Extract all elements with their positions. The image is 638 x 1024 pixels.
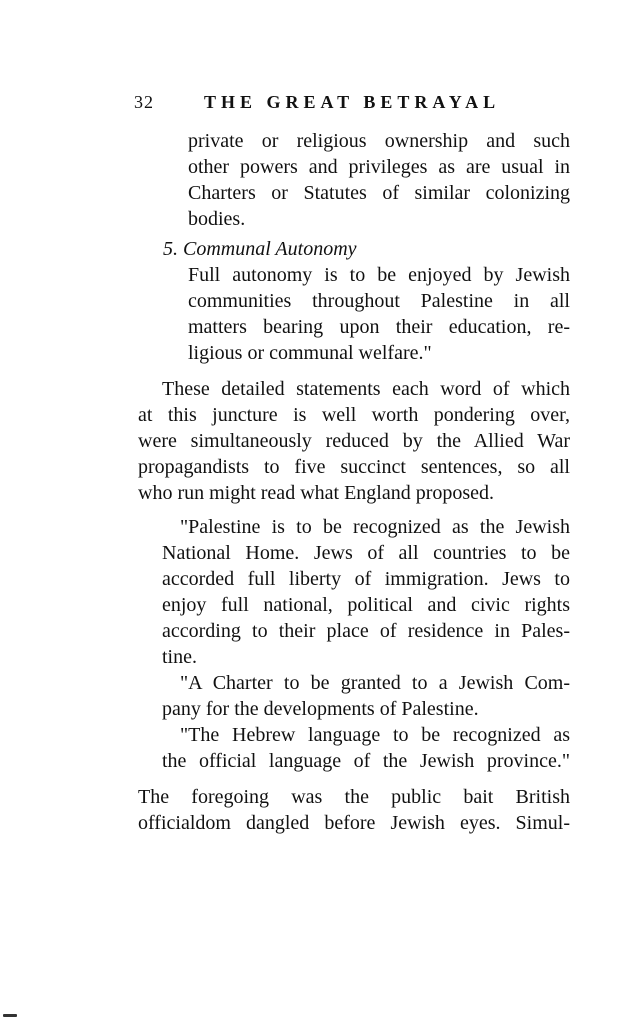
paragraph-line: were simultaneously reduced by the Allied War bbox=[138, 430, 570, 452]
block-line: bodies. bbox=[188, 208, 246, 230]
paragraph-line: These detailed statements each word of which bbox=[162, 378, 570, 400]
block-line: Charters or Statutes of similar colonizing bbox=[188, 182, 570, 204]
paragraph-line: propagandists to five succinct sentences, so all bbox=[138, 456, 570, 478]
section-line: ligious or communal welfare." bbox=[188, 342, 432, 364]
quote-line: pany for the developments of Palestine. bbox=[162, 698, 479, 720]
quote-line: enjoy full national, political and civic rights bbox=[162, 594, 570, 616]
paragraph-line: who run might read what England proposed. bbox=[138, 482, 495, 504]
quote-line: tine. bbox=[162, 646, 197, 668]
quote-line: accorded full liberty of immigration. Jews to bbox=[162, 568, 570, 590]
quote-line: according to their place of residence in Pales- bbox=[162, 620, 570, 642]
quote-line: "Palestine is to be recognized as the Jewish bbox=[180, 516, 570, 538]
quote-line: the official language of the Jewish province." bbox=[162, 750, 570, 772]
paragraph-line: at this juncture is well worth pondering over, bbox=[138, 404, 570, 426]
paragraph-line: officialdom dangled before Jewish eyes. Simul- bbox=[138, 812, 570, 834]
section-line: communities throughout Palestine in all bbox=[188, 290, 570, 312]
running-head bbox=[134, 92, 574, 122]
section-heading: 5. Communal Autonomy bbox=[163, 238, 357, 260]
quote-line: "A Charter to be granted to a Jewish Com- bbox=[180, 672, 570, 694]
quote-line: "The Hebrew language to be recognized as bbox=[180, 724, 570, 746]
section-line: matters bearing upon their education, re- bbox=[188, 316, 570, 338]
book-title: THE GREAT BETRAYAL bbox=[204, 92, 501, 112]
page-number: 32 bbox=[134, 92, 154, 112]
scan-artifact-mark bbox=[3, 1014, 17, 1017]
section-line: Full autonomy is to be enjoyed by Jewish bbox=[188, 264, 570, 286]
block-line: other powers and privileges as are usual in bbox=[188, 156, 570, 178]
quote-line: National Home. Jews of all countries to be bbox=[162, 542, 570, 564]
block-line: private or religious ownership and such bbox=[188, 130, 570, 152]
paragraph-line: The foregoing was the public bait British bbox=[138, 786, 570, 808]
